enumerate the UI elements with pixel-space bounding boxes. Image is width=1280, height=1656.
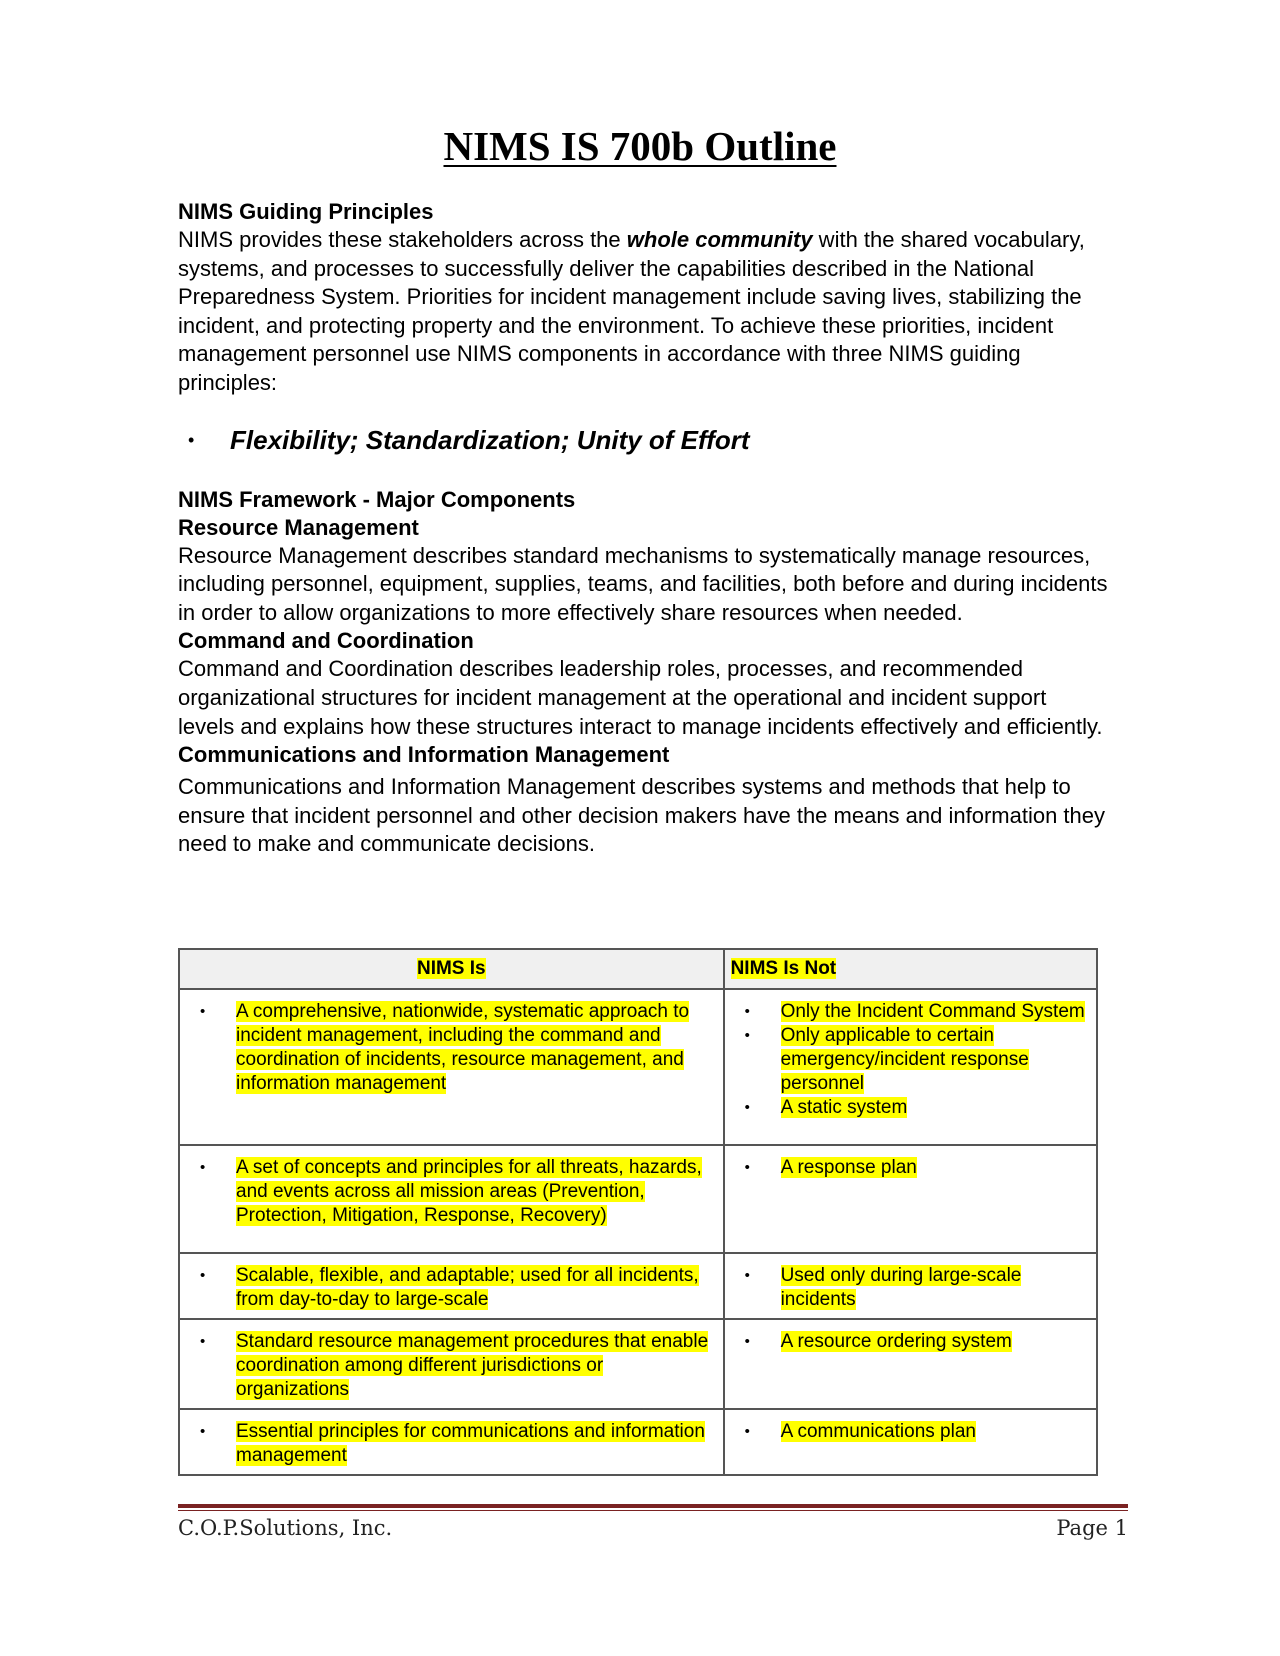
- cell-bullet-list: [745, 1420, 1088, 1444]
- footer-company: C.O.P.Solutions, Inc.: [178, 1516, 393, 1540]
- list-item-text: [236, 1000, 715, 1096]
- framework-section: [178, 486, 1108, 859]
- bullet-icon: •: [200, 1159, 206, 1176]
- highlighted-text: Used only during large-scale incidents: [780, 1265, 1022, 1310]
- resource-management-heading: Resource Management: [178, 514, 419, 540]
- table-row: [179, 989, 1097, 1145]
- cell-bullet-list: [745, 1330, 1088, 1354]
- cell-nims-is: [179, 1319, 724, 1409]
- table-header-row: [179, 949, 1097, 989]
- header-nims-is-label: NIMS Is: [416, 958, 486, 979]
- nims-is-table: [178, 948, 1098, 1476]
- footer-rule: [178, 1504, 1128, 1508]
- header-nims-is: [179, 949, 724, 989]
- bullet-icon: •: [744, 1003, 750, 1020]
- communications-info-heading: Communications and Information Management: [178, 742, 670, 768]
- table-row: [179, 1319, 1097, 1409]
- bullet-icon: •: [744, 1333, 750, 1350]
- highlighted-text: Scalable, flexible, and adaptable; used for all incidents, from day-to-day to large-scale: [236, 1265, 699, 1310]
- cell-bullet-list: [200, 1000, 715, 1096]
- highlighted-text: A response plan: [780, 1157, 917, 1178]
- highlighted-text: Standard resource management procedures that enable coordination among different jurisdictions or organizations: [236, 1331, 709, 1400]
- list-item-text: [236, 1264, 715, 1312]
- cell-nims-is-not: [724, 1409, 1097, 1475]
- list-item-text: [236, 1156, 715, 1228]
- list-item-text: [236, 1330, 715, 1402]
- framework-heading: NIMS Framework - Major Components: [178, 486, 576, 512]
- list-item-text: [781, 1420, 1088, 1444]
- list-item: [200, 1264, 715, 1312]
- list-item: [745, 1096, 1088, 1120]
- bullet-icon: •: [744, 1423, 750, 1440]
- list-item: [745, 1024, 1088, 1096]
- guiding-text-after: with the shared vocabulary, systems, and processes to successfully deliver the capabilities described in the National Preparedness System. Priorities for incident management include saving lives, stabilizing the incident, and protecting property and the environment. To achieve these priorities, incident management personnel use NIMS components in accordance with three NIMS guiding principles:: [178, 227, 1085, 395]
- list-item-text: [781, 1000, 1088, 1024]
- list-item: [200, 1420, 715, 1468]
- guiding-text-before: NIMS provides these stakeholders across the: [178, 227, 627, 252]
- list-item: [200, 1156, 715, 1228]
- table-row: [179, 1409, 1097, 1475]
- bullet-icon: •: [188, 430, 195, 451]
- highlighted-text: Only applicable to certain emergency/incident response personnel: [780, 1025, 1029, 1094]
- highlighted-text: A static system: [780, 1097, 908, 1118]
- bullet-icon: •: [200, 1333, 206, 1350]
- resource-management-text: Resource Management describes standard mechanisms to systematically manage resources, including personnel, equipment, supplies, teams, and facilities, both before and during incidents in order to allow organizations to more effectively share resources when needed.: [178, 542, 1108, 625]
- bullet-icon: •: [744, 1267, 750, 1284]
- highlighted-text: A set of concepts and principles for all threats, hazards, and events across all mission areas (Prevention, Protection, Mitigation, Response, Recovery): [236, 1157, 702, 1226]
- list-item-text: [781, 1096, 1088, 1120]
- list-item: [745, 1156, 1088, 1180]
- principles-list-item: [178, 422, 1108, 460]
- page-title: NIMS IS 700b Outline: [443, 123, 837, 169]
- command-coordination-heading: Command and Coordination: [178, 628, 474, 654]
- list-item: [745, 1000, 1088, 1024]
- cell-nims-is: [179, 989, 724, 1145]
- bullet-icon: •: [200, 1267, 206, 1284]
- highlighted-text: A resource ordering system: [780, 1331, 1012, 1352]
- cell-nims-is: [179, 1409, 724, 1475]
- cell-nims-is-not: [724, 1319, 1097, 1409]
- bullet-icon: •: [200, 1423, 206, 1440]
- table-row: [179, 1145, 1097, 1253]
- list-item: [745, 1264, 1088, 1312]
- highlighted-text: A comprehensive, nationwide, systematic approach to incident management, including the command and coordination of incidents, resource management, and information management: [236, 1001, 690, 1094]
- whole-community-emphasis: whole community: [626, 227, 813, 252]
- command-coordination-text: Command and Coordination describes leadership roles, processes, and recommended organizational structures for incident management at the operational and incident support levels and explains how these structures interact to manage incidents effectively and efficiently.: [178, 656, 1103, 739]
- footer-rule-thin: [178, 1510, 1128, 1511]
- bullet-icon: •: [744, 1027, 750, 1044]
- cell-nims-is-not: [724, 989, 1097, 1145]
- cell-nims-is-not: [724, 1253, 1097, 1319]
- highlighted-text: Essential principles for communications and information management: [236, 1421, 705, 1466]
- list-item: [200, 1000, 715, 1096]
- list-item-text: [781, 1024, 1088, 1096]
- communications-info-text: Communications and Information Management describes systems and methods that help to ensure that incident personnel and other decision makers have the means and information they need to make and communicate decisions.: [178, 774, 1106, 857]
- cell-bullet-list: [200, 1156, 715, 1228]
- header-nims-is-not-label: NIMS Is Not: [730, 958, 837, 979]
- list-item: [200, 1330, 715, 1402]
- list-item: [745, 1420, 1088, 1444]
- table-row: [179, 1253, 1097, 1319]
- list-item-text: [781, 1330, 1088, 1354]
- header-nims-is-not: [724, 949, 1097, 989]
- list-item-text: [236, 1420, 715, 1468]
- cell-nims-is: [179, 1145, 724, 1253]
- cell-bullet-list: [200, 1420, 715, 1468]
- cell-bullet-list: [200, 1330, 715, 1402]
- list-item: [745, 1330, 1088, 1354]
- document-body: [178, 198, 1108, 859]
- cell-bullet-list: [745, 1264, 1088, 1312]
- list-item-text: [781, 1264, 1088, 1312]
- cell-nims-is: [179, 1253, 724, 1319]
- footer-page-number: Page 1: [1056, 1516, 1128, 1540]
- guiding-principles-heading: NIMS Guiding Principles: [178, 199, 434, 224]
- highlighted-text: A communications plan: [780, 1421, 976, 1442]
- list-item-text: [781, 1156, 1088, 1180]
- bullet-icon: •: [200, 1003, 206, 1020]
- bullet-icon: •: [744, 1099, 750, 1116]
- principles-text: Flexibility; Standardization; Unity of Effort: [230, 425, 750, 456]
- bullet-icon: •: [744, 1159, 750, 1176]
- highlighted-text: Only the Incident Command System: [780, 1001, 1085, 1022]
- cell-bullet-list: [200, 1264, 715, 1312]
- guiding-principles-paragraph: [178, 226, 1108, 398]
- cell-nims-is-not: [724, 1145, 1097, 1253]
- cell-bullet-list: [745, 1156, 1088, 1180]
- cell-bullet-list: [745, 1000, 1088, 1120]
- table-body: [179, 989, 1097, 1475]
